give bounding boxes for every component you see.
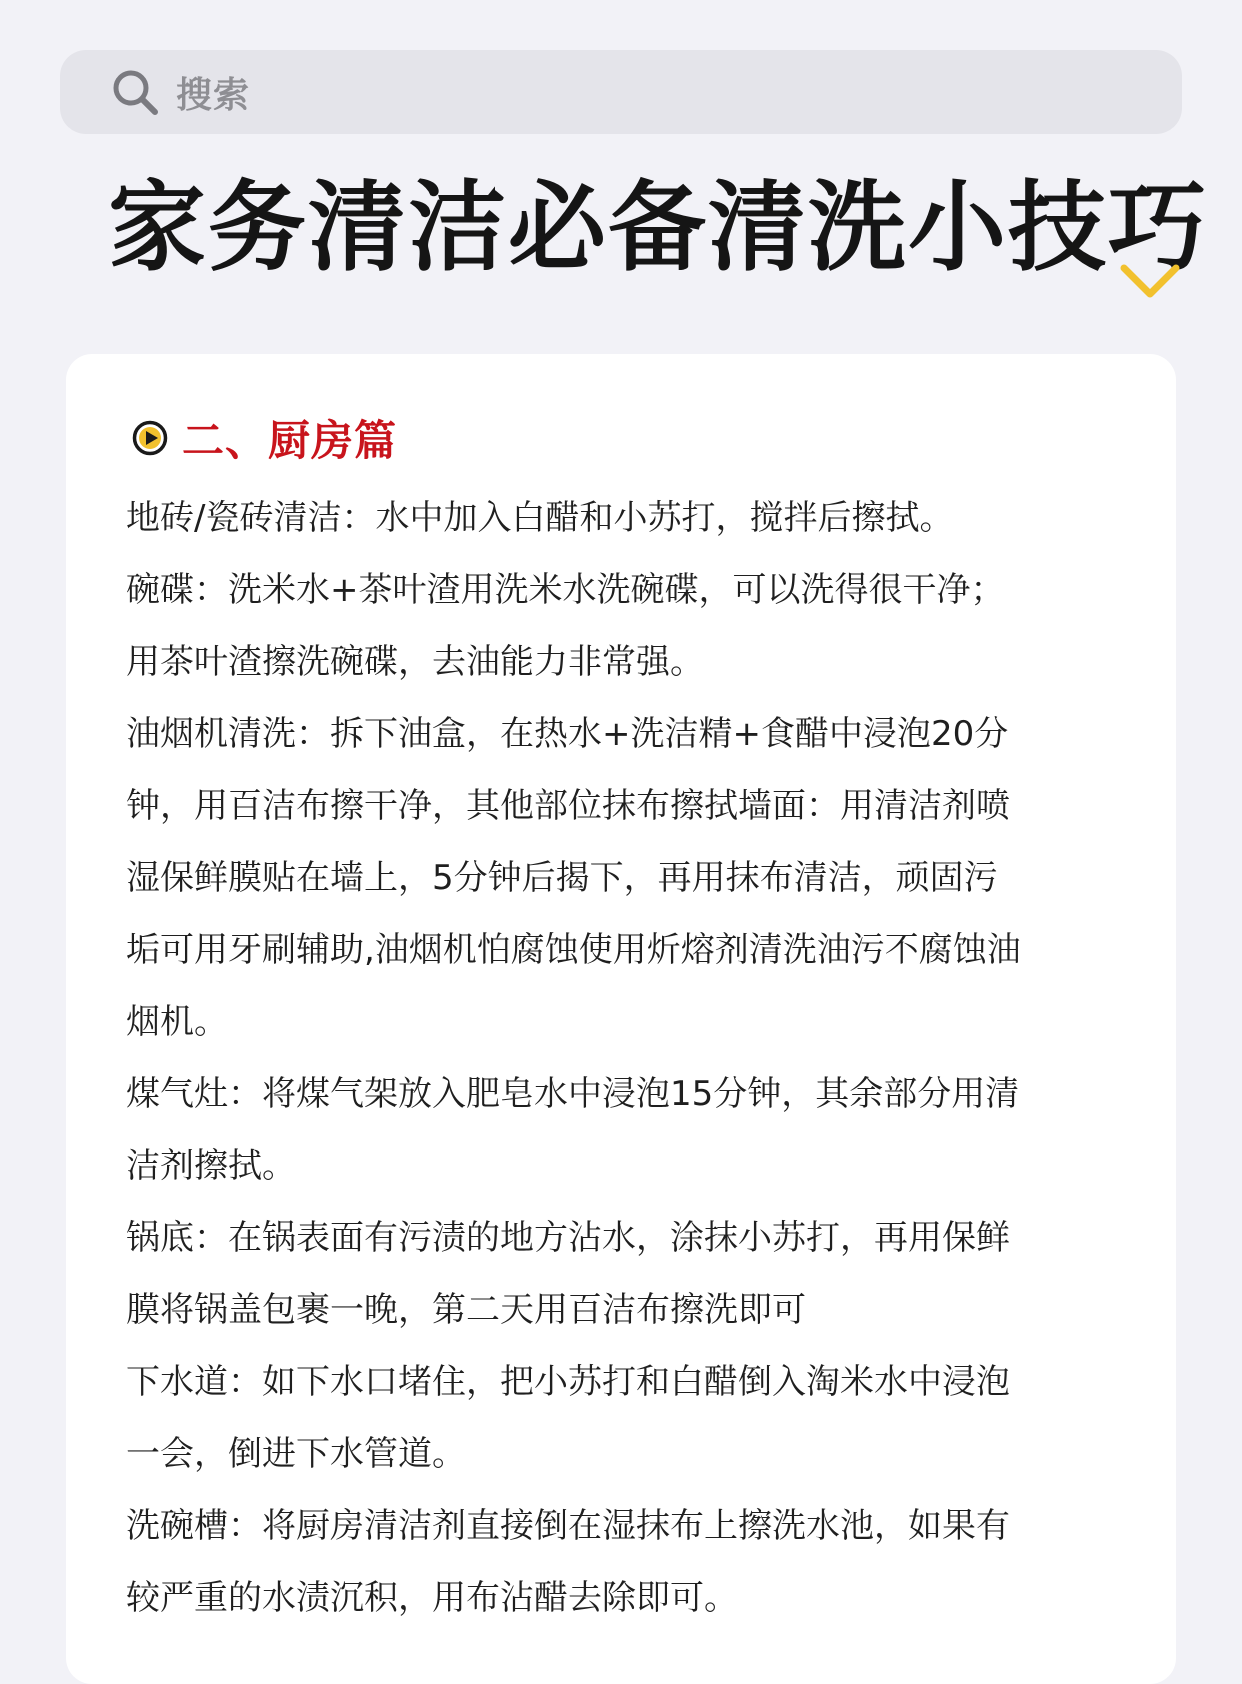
body-line: 煤气灶：将煤气架放入肥皂水中浸泡15分钟，其余部分用清	[126, 1074, 1020, 1114]
body-line: 锅底：在锅表面有污渍的地方沾水，涂抹小苏打，再用保鲜	[126, 1218, 1010, 1258]
chevron-down-icon[interactable]	[1118, 262, 1182, 302]
section-title: 二、厨房篇	[182, 416, 398, 465]
play-circle-icon	[132, 420, 168, 456]
section-heading	[132, 408, 397, 468]
body-line: 垢可用牙刷辅助,油烟机怕腐蚀使用炘熔剂清洗油污不腐蚀油	[126, 930, 1021, 970]
body-line: 钟，用百洁布擦干净，其他部位抹布擦拭墙面：用清洁剂喷	[126, 786, 1010, 826]
body-text	[126, 482, 1126, 1634]
page-title: 家务清洁必备清洗小技巧	[108, 171, 1209, 285]
body-line: 用茶叶渣擦洗碗碟，去油能力非常强。	[126, 642, 704, 682]
search-icon	[110, 67, 160, 117]
body-line: 一会，倒进下水管道。	[126, 1434, 466, 1474]
body-line: 较严重的水渍沉积，用布沾醋去除即可。	[126, 1578, 738, 1618]
body-line: 油烟机清洗：拆下油盒，在热水+洗洁精+食醋中浸泡20分	[126, 714, 1009, 754]
body-line: 地砖/瓷砖清洁：水中加入白醋和小苏打，搅拌后擦拭。	[126, 498, 954, 538]
body-line: 洁剂擦拭。	[126, 1146, 296, 1186]
content-card	[66, 354, 1176, 1684]
search-placeholder[interactable]: 搜索	[176, 74, 251, 116]
body-line: 烟机。	[126, 1002, 228, 1042]
body-line: 膜将锅盖包裹一晚，第二天用百洁布擦洗即可	[126, 1290, 806, 1330]
body-line: 洗碗槽：将厨房清洁剂直接倒在湿抹布上擦洗水池，如果有	[126, 1506, 1010, 1546]
body-line: 碗碟：洗米水+茶叶渣用洗米水洗碗碟，可以洗得很干净；	[126, 570, 1005, 610]
body-line: 湿保鲜膜贴在墙上，5分钟后揭下，再用抹布清洁，顽固污	[126, 858, 998, 898]
search-bar[interactable]	[60, 50, 1182, 134]
body-line: 下水道：如下水口堵住，把小苏打和白醋倒入淘米水中浸泡	[126, 1362, 1010, 1402]
